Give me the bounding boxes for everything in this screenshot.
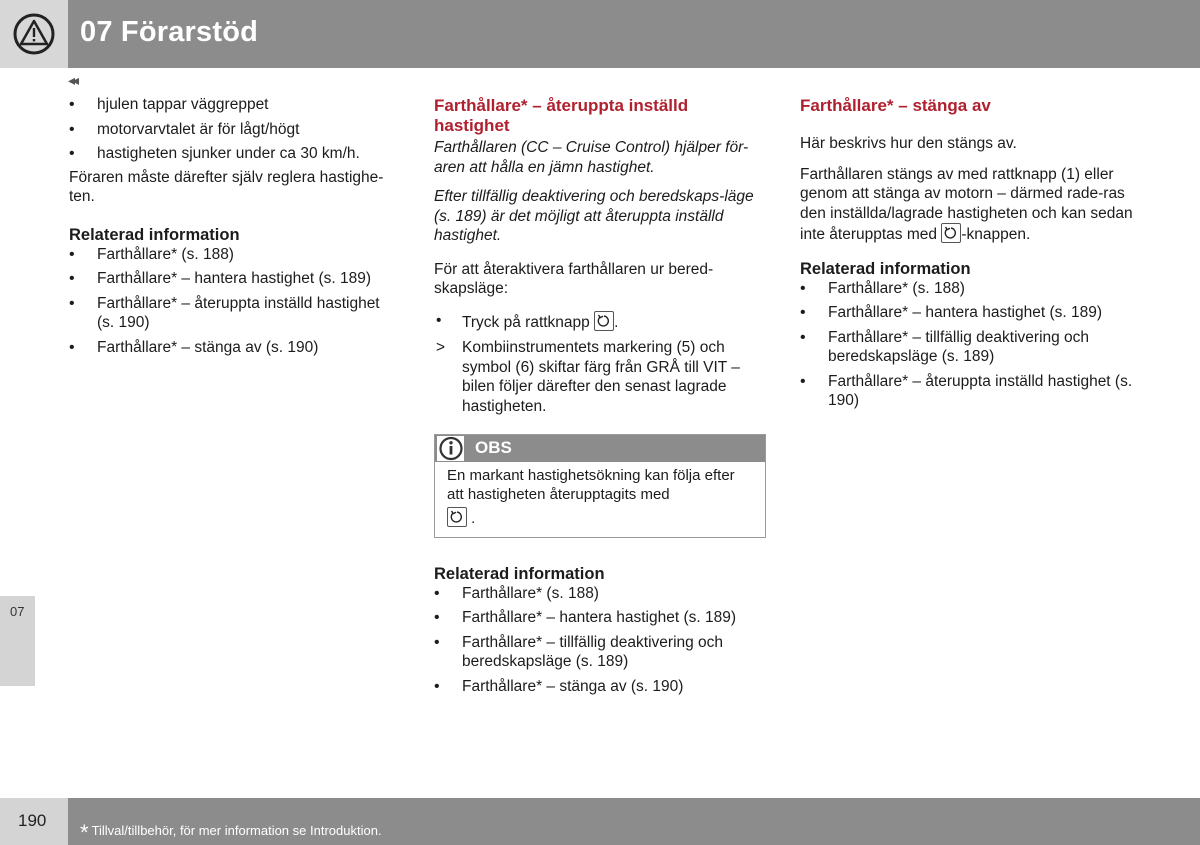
obs-label: OBS (475, 438, 512, 457)
obs-body (435, 462, 765, 537)
list-item: • hastigheten sjunker under ca 30 km/h. (69, 144, 399, 164)
double-chevron-left-icon[interactable]: ◂◂ (68, 72, 77, 88)
body-text-end: -knappen. (961, 226, 1031, 243)
related-link[interactable]: • Farthållare* – hantera hastighet (s. 189) (69, 269, 399, 289)
result-arrow: > (436, 339, 446, 356)
column-1 (69, 95, 399, 362)
intro-paragraph: Här beskrivs hur den stängs av. (800, 135, 1017, 152)
step-end: . (614, 313, 619, 331)
obs-text: En markant hastighetsökning kan följa efter att hastigheten återupptagits med (447, 467, 735, 503)
step-result (434, 338, 766, 416)
related-link[interactable]: • Farthållare* (s. 188) (69, 245, 399, 265)
resume-button-icon (447, 507, 467, 527)
related-link[interactable]: • Farthållare* – stänga av (s. 190) (69, 338, 399, 358)
footnote-text: Tillval/tillbehör, för mer information se Introduktion. (91, 823, 382, 838)
related-link[interactable]: • Farthållare* – tillfällig deaktivering och beredskapsläge (s. 189) (800, 328, 1135, 367)
related-link[interactable]: • Farthållare* – återuppta inställd hastighet (s. 190) (800, 372, 1135, 411)
step-bullet: • (436, 311, 442, 329)
resume-button-icon (941, 223, 961, 243)
page-number-box (0, 798, 68, 845)
body-paragraph: Föraren måste därefter själv reglera hastighe-ten. (69, 168, 384, 205)
related-link[interactable]: • Farthållare* – stänga av (s. 190) (434, 677, 766, 697)
chapter-tab-label: 07 (10, 604, 25, 619)
related-list (434, 584, 766, 697)
footnote (80, 815, 382, 845)
column-2 (434, 95, 766, 701)
related-link[interactable]: • Farthållare* – hantera hastighet (s. 189) (434, 608, 766, 628)
resume-arrow-icon (450, 510, 464, 524)
page-header (0, 0, 1200, 68)
body-paragraph: För att återaktivera farthållaren ur bered-skapsläge: (434, 260, 714, 297)
resume-button-icon (594, 311, 614, 331)
info-icon (437, 436, 464, 461)
related-list (69, 245, 399, 358)
intro-paragraph: Efter tillfällig deaktivering och beredskaps-läge (s. 189) är det möjligt att återuppta inställd hastighet. (434, 188, 754, 244)
footer-bar (68, 798, 1200, 845)
instruction-step (434, 311, 766, 333)
related-heading: Relaterad information (800, 259, 971, 278)
obs-text-end: . (471, 510, 476, 527)
related-link[interactable]: • Farthållare* – hantera hastighet (s. 189) (800, 303, 1135, 323)
page-number: 190 (18, 811, 47, 830)
related-link[interactable]: • Farthållare* – återuppta inställd hastighet (s. 190) (69, 294, 399, 333)
body-text: Farthållaren stängs av med rattknapp (1) eller genom att stänga av motorn – därmed rade-ras den inställda/lagrade hastigheten och kan sedan inte återupptas med (800, 165, 1133, 243)
body-paragraph (800, 165, 1135, 245)
related-heading: Relaterad information (434, 564, 605, 583)
footnote-star: * (80, 820, 89, 845)
related-list (800, 279, 1135, 411)
warning-icon-box (0, 0, 68, 68)
related-heading: Relaterad information (69, 225, 240, 244)
resume-arrow-icon (944, 226, 958, 240)
related-link[interactable]: • Farthållare* (s. 188) (800, 279, 1135, 299)
section-heading: Farthållare* – stänga av (800, 96, 991, 115)
list-item: • motorvarvtalet är för lågt/högt (69, 120, 399, 140)
step-text: Tryck på rattknapp (462, 313, 590, 331)
chapter-side-tab[interactable] (0, 596, 35, 686)
obs-header (435, 435, 765, 462)
related-link[interactable]: • Farthållare* (s. 188) (434, 584, 766, 604)
list-item: • hjulen tappar väggreppet (69, 95, 399, 115)
intro-paragraph: Farthållaren (CC – Cruise Control) hjälper för-aren att hålla en jämn hastighet. (434, 139, 749, 176)
result-text: Kombiinstrumentets markering (5) och symbol (6) skiftar färg från GRÅ till VIT – bilen följer därefter den senast lagrade hastigheten. (462, 339, 740, 415)
section-heading: Farthållare* – återuppta inställd hastighet (434, 96, 689, 135)
resume-arrow-icon (597, 314, 611, 328)
related-link[interactable]: • Farthållare* – tillfällig deaktivering och beredskapsläge (s. 189) (434, 633, 766, 672)
chapter-title: 07 Förarstöd (80, 16, 259, 48)
column-3 (800, 95, 1135, 416)
obs-note-box (434, 434, 766, 538)
condition-list (69, 95, 399, 164)
warning-triangle-icon (12, 12, 56, 56)
